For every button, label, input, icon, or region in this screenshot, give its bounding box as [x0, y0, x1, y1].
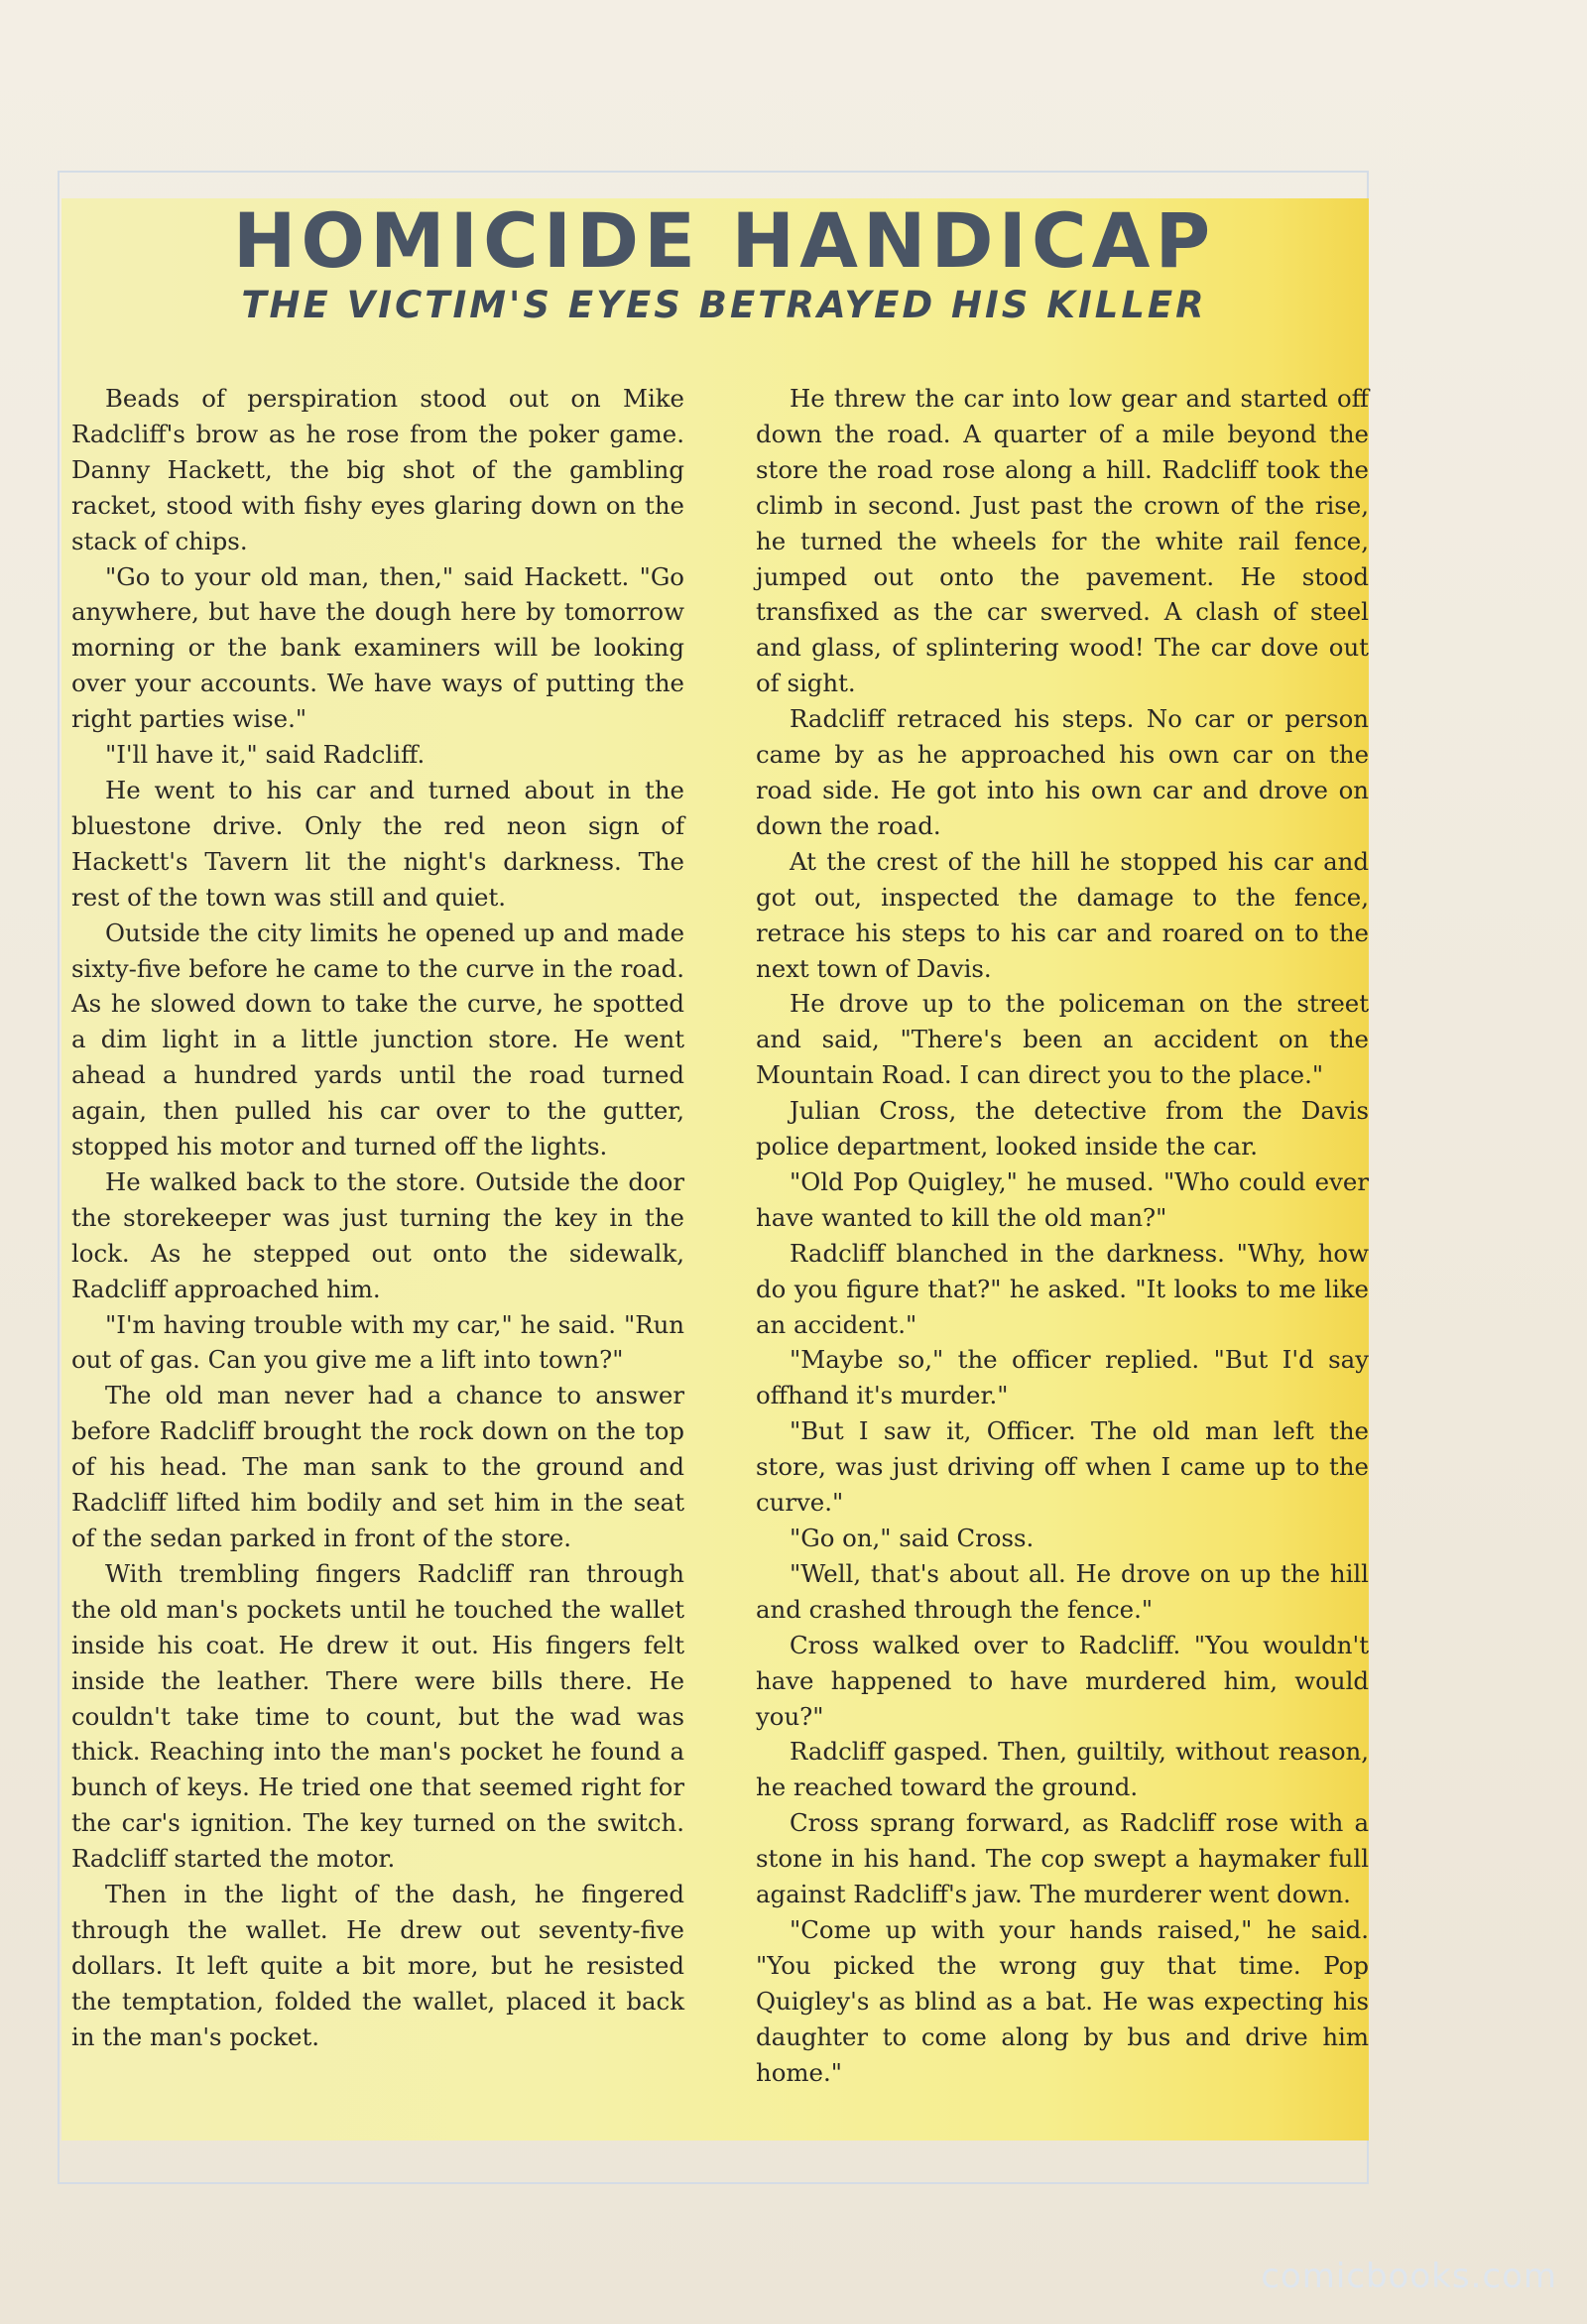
paragraph: At the crest of the hill he stopped his car and got out, inspected the damage to the fence, retrace his steps to his car and roared on to the next town of Davis.: [756, 846, 1369, 983]
paragraph: "But I saw it, Officer. The old man left the store, was just driving off when I came up to the curve.": [756, 1416, 1369, 1518]
paragraph: Radcliff gasped. Then, guiltily, without reason, he reached toward the ground.: [756, 1737, 1369, 1802]
paragraph: Radcliff retraced his steps. No car or person came by as he approached his own car on the road side. He got into his own car and drove on down the road.: [756, 704, 1369, 840]
paragraph: Julian Cross, the detective from the Davis police department, looked inside the car.: [756, 1096, 1369, 1162]
story-title: HOMICIDE HANDICAP: [232, 196, 1216, 285]
paragraph: The old man never had a chance to answer before Radcliff brought the rock down on the top of his head. The man sank to the ground and Radcliff lifted him bodily and set him in the seat of the sedan parked in front of the store.: [71, 1381, 684, 1552]
paragraph: "Maybe so," the officer replied. "But I'd say offhand it's murder.": [756, 1345, 1369, 1410]
watermark: comicbooks.com: [1261, 2257, 1557, 2296]
paragraph: Beads of perspiration stood out on Mike Radcliff's brow as he rose from the poker game. Danny Hackett, the big shot of the gambling racket, stood with fishy eyes glaring down on the stack of chips.: [71, 384, 684, 555]
left-text-column: [71, 381, 684, 2055]
paragraph: He threw the car into low gear and started off down the road. A quarter of a mile beyond the store the road rose along a hill. Radcliff took the climb in second. Just past the crown of the rise, he turned the wheels for the white rail fence, jumped out onto the pavement. He stood transfixed as the car swerved. A clash of steel and glass, of splintering wood! The car dove out of sight.: [756, 384, 1369, 698]
story-subtitle: THE VICTIM'S EYES BETRAYED HIS KILLER: [241, 284, 1207, 326]
paragraph: He drove up to the policeman on the street and said, "There's been an accident on the Mountain Road. I can direct you to the place.": [756, 989, 1369, 1090]
paragraph: Cross sprang forward, as Radcliff rose with a stone in his hand. The cop swept a haymaker full against Radcliff's jaw. The murderer went down.: [756, 1808, 1369, 1909]
paragraph: Outside the city limits he opened up and made sixty-five before he came to the curve in the road. As he slowed down to take the curve, he spotted a dim light in a little junction store. He went ahead a hundred yards until the road turned again, then pulled his car over to the gutter, stopped his motor and turned off the lights.: [71, 917, 684, 1162]
paragraph: With trembling fingers Radcliff ran through the old man's pockets until he touched the wallet inside his coat. He drew it out. His fingers felt inside the leather. There were bills there. He couldn't take time to count, but the wad was thick. Reaching into the man's pocket he found a bunch of keys. He tried one that seemed right for the car's ignition. The key turned on the switch. Radcliff started the motor.: [71, 1558, 684, 1874]
paragraph: "I'll have it," said Radcliff.: [105, 740, 426, 770]
paragraph: "Old Pop Quigley," he mused. "Who could ever have wanted to kill the old man?": [756, 1166, 1369, 1232]
right-text-column: [756, 381, 1369, 2091]
paragraph: "Well, that's about all. He drove on up the hill and crashed through the fence.": [756, 1558, 1369, 1624]
paragraph: Then in the light of the dash, he fingered through the wallet. He drew out seventy-five dollars. It left quite a bit more, but he resisted the temptation, folded the wallet, placed it back in the man's pocket.: [71, 1880, 684, 2051]
paragraph: "Go on," said Cross.: [790, 1524, 1035, 1552]
paragraph: "Come up with your hands raised," he said. "You picked the wrong guy that time. Pop Quigley's as blind as a bat. He was expecting his daughter to come along by bus and drive him home.": [756, 1914, 1369, 2087]
paragraph: Cross walked over to Radcliff. "You wouldn't have happened to have murdered him, would you?": [756, 1630, 1369, 1731]
paragraph: "I'm having trouble with my car," he said. "Run out of gas. Can you give me a lift into town?": [71, 1309, 684, 1375]
paragraph: He went to his car and turned about in the bluestone drive. Only the red neon sign of Hackett's Tavern lit the night's darkness. The rest of the town was still and quiet.: [71, 775, 684, 912]
paragraph: He walked back to the store. Outside the door the storekeeper was just turning the key in the lock. As he stepped out onto the sidewalk, Radcliff approached him.: [71, 1166, 684, 1303]
paragraph: Radcliff blanched in the darkness. "Why, how do you figure that?" he asked. "It looks to me like an accident.": [756, 1238, 1369, 1339]
paragraph: "Go to your old man, then," said Hackett. "Go anywhere, but have the dough here by tomorrow morning or the bank examiners will be looking over your accounts. We have ways of putting the right parties wise.": [71, 561, 684, 734]
